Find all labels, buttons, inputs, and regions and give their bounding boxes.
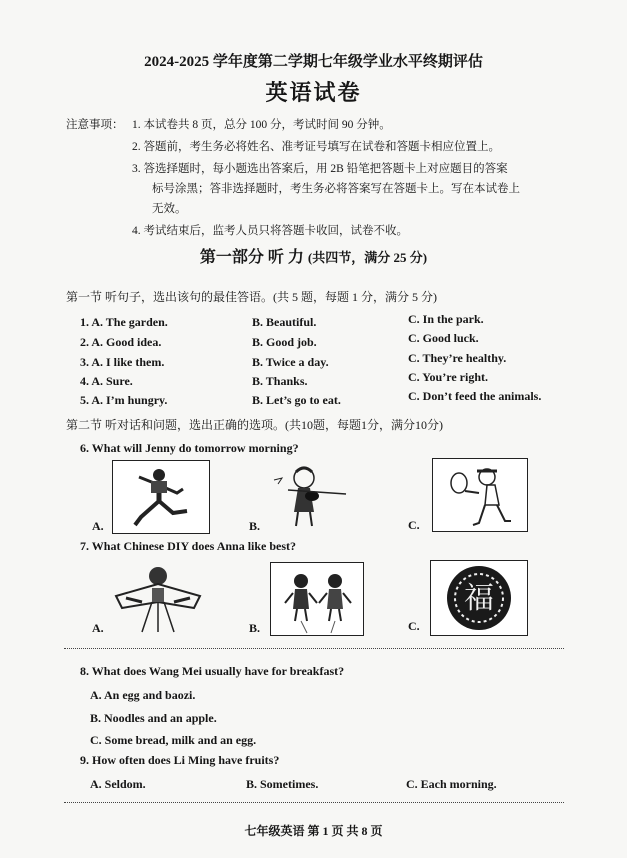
puppets-icon xyxy=(271,563,363,635)
q6-picture-a-kungfu xyxy=(112,460,210,534)
q7-label-c: C. xyxy=(408,619,420,633)
q5-option-b: B. Let’s go to eat. xyxy=(252,393,341,407)
q7-text: 7. What Chinese DIY does Anna like best? xyxy=(80,539,297,553)
q1-option-a: 1. A. The garden. xyxy=(80,315,168,329)
q8-option-a: A. An egg and baozi. xyxy=(90,688,196,702)
q7-picture-c-papercut xyxy=(430,560,528,636)
q1-option-b: B. Beautiful. xyxy=(252,315,317,329)
note-item: 3. 答选择题时，每小题选出答案后，用 2B 铅笔把答题卡上对应题目的答案 xyxy=(132,163,508,175)
part-one-info: (共四节，满分 25 分) xyxy=(307,250,428,265)
q6-label-a: A. xyxy=(92,519,104,533)
q8-text: 8. What does Wang Mei usually have for breakfast? xyxy=(80,664,345,678)
q9-option-c: C. Each morning. xyxy=(406,777,497,791)
divider-dotted xyxy=(64,648,564,649)
q9-option-a: A. Seldom. xyxy=(90,777,146,791)
boy-badminton-icon xyxy=(433,459,527,531)
q2-option-a: 2. A. Good idea. xyxy=(80,335,162,349)
q5-option-c: C. Don’t feed the animals. xyxy=(408,389,542,403)
q3-option-a: 3. A. I like them. xyxy=(80,355,165,369)
page-footer: 七年级英语 第 1 页 共 8 页 xyxy=(244,824,383,838)
divider-dotted xyxy=(64,802,564,803)
q5-option-a: 5. A. I’m hungry. xyxy=(80,393,168,407)
q1-option-c: C. In the park. xyxy=(408,312,484,326)
part-one-label: 第一部分 听 力 xyxy=(199,249,304,266)
note-item: 4. 考试结束后，监考人员只将答题卡收回，试卷不收。 xyxy=(132,225,408,237)
q9-text: 9. How often does Li Ming have fruits? xyxy=(80,753,280,767)
girl-violin-icon xyxy=(268,460,350,530)
q7-picture-b-puppets xyxy=(270,562,364,636)
section-two-heading: 第二节 听对话和问题，选出正确的选项。(共10题，每题1分，满分10分) xyxy=(66,418,443,432)
note-item: 2. 答题前，考生务必将姓名、准考证号填写在试卷和答题卡相应位置上。 xyxy=(132,141,500,153)
q9-option-b: B. Sometimes. xyxy=(246,777,319,791)
section-one-heading: 第一节 听句子，选出该句的最佳答语。(共 5 题，每题 1 分，满分 5 分) xyxy=(66,290,437,304)
q3-option-b: B. Twice a day. xyxy=(252,355,329,369)
note-item: 标号涂黑；答非选择题时，考生务必将答案写在答题卡上。写在本试卷上 xyxy=(152,183,520,195)
q2-option-b: B. Good job. xyxy=(252,335,317,349)
q7-label-b: B. xyxy=(249,621,261,635)
paper-cut-fu-icon xyxy=(431,561,527,635)
q7-picture-a-kite xyxy=(112,562,204,634)
q6-label-c: C. xyxy=(408,518,420,532)
note-item: 无效。 xyxy=(152,203,187,215)
fu-character: 福 xyxy=(464,581,494,616)
q6-picture-c-badminton xyxy=(432,458,528,532)
q6-label-b: B. xyxy=(249,519,261,533)
q4-option-c: C. You’re right. xyxy=(408,370,488,384)
notes-label: 注意事项： xyxy=(66,119,124,131)
q4-option-b: B. Thanks. xyxy=(252,374,308,388)
note-item: 1. 本试卷共 8 页，总分 100 分，考试时间 90 分钟。 xyxy=(132,119,391,131)
kungfu-figure-icon xyxy=(113,461,209,533)
q2-option-c: C. Good luck. xyxy=(408,331,479,345)
exam-subtitle: 英语试卷 xyxy=(265,80,362,105)
q8-option-c: C. Some bread, milk and an egg. xyxy=(90,733,257,747)
kite-icon xyxy=(112,562,204,634)
q3-option-c: C. They’re healthy. xyxy=(408,351,507,365)
exam-title: 2024-2025 学年度第二学期七年级学业水平终期评估 xyxy=(144,54,483,70)
q7-label-a: A. xyxy=(92,621,104,635)
q8-option-b: B. Noodles and an apple. xyxy=(90,711,217,725)
q6-text: 6. What will Jenny do tomorrow morning? xyxy=(80,441,299,455)
q6-picture-b-violin xyxy=(268,460,350,530)
q4-option-a: 4. A. Sure. xyxy=(80,374,133,388)
part-one-title xyxy=(0,244,627,267)
